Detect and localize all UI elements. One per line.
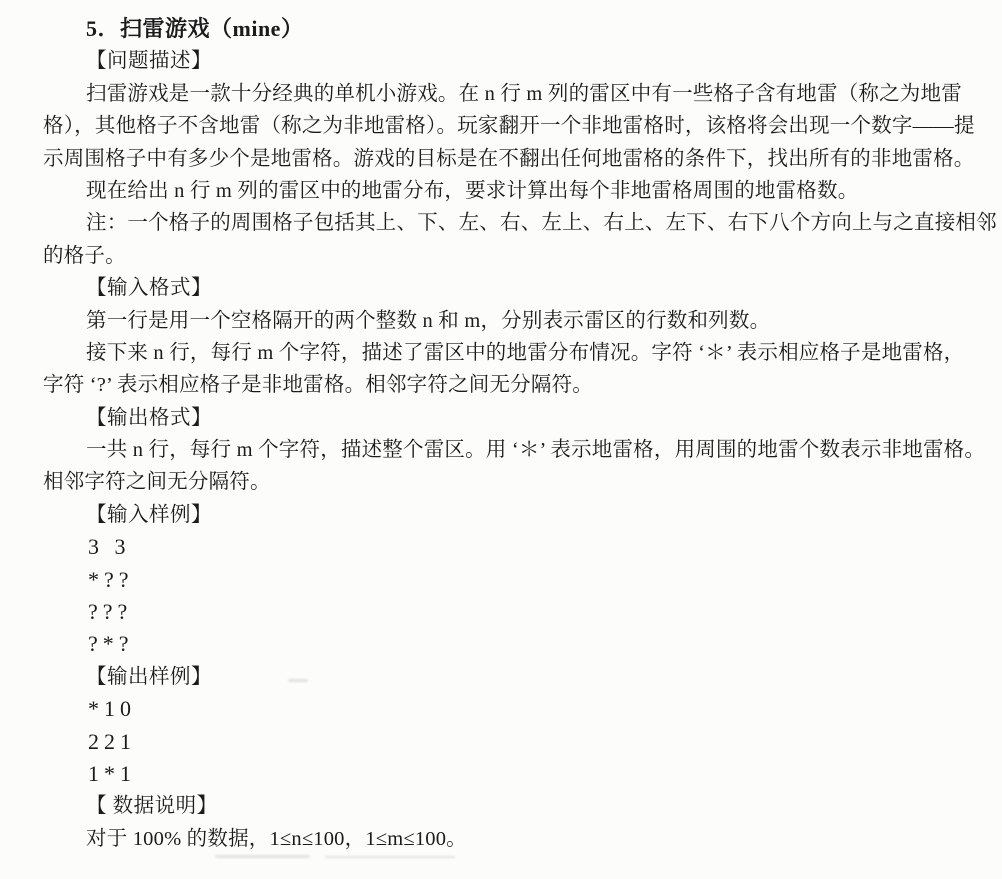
sample-input-line: ??? xyxy=(88,599,133,625)
body-line: 的格子。 xyxy=(43,244,126,267)
section-input-format xyxy=(43,272,985,402)
sample-input-line: ?*? xyxy=(88,631,134,657)
body-line: 相邻字符之间无分隔符。 xyxy=(43,471,271,494)
body-line: 字符 ‘?’ 表示相应格子是非地雷格。相邻字符之间无分隔符。 xyxy=(43,374,593,397)
body-line: 现在给出 n 行 m 列的雷区中的地雷分布，要求计算出每个非地雷格周围的地雷格数。 xyxy=(86,179,859,202)
problem-statement xyxy=(43,13,997,855)
section-problem-description xyxy=(43,45,997,272)
section-data-note xyxy=(43,790,985,855)
section-output-format xyxy=(43,402,985,499)
sample-input-heading: 【输入样例】 xyxy=(86,503,212,526)
sample-output-line: *10 xyxy=(88,696,136,722)
sample-output-heading: 【输出样例】 xyxy=(86,665,212,688)
body-line: 注：一个格子的周围格子包括其上、下、左、右、左上、右上、左下、右下八个方向上与之直接相邻 xyxy=(86,212,997,235)
body-line: 扫雷游戏是一款十分经典的单机小游戏。在 n 行 m 列的雷区中有一些格子含有地雷（称之为地雷 xyxy=(86,82,962,105)
data-note-heading: 【 数据说明】 xyxy=(86,795,218,818)
sample-output-line: 221 xyxy=(88,728,136,754)
body-line: 示周围格子中有多少个是地雷格。游戏的目标是在不翻出任何地雷格的条件下，找出所有的非地雷格。 xyxy=(43,147,975,170)
scan-smudge xyxy=(288,679,308,682)
sample-output-line: 1*1 xyxy=(88,760,136,786)
problem-title: 5．扫雷游戏（mine） xyxy=(86,16,304,41)
scan-smudge xyxy=(215,855,310,858)
problem-description-heading: 【问题描述】 xyxy=(86,50,212,73)
body-line: 格），其他格子不含地雷（称之为非地雷格）。玩家翻开一个非地雷格时，该格将会出现一个数字——提 xyxy=(43,115,975,138)
section-sample-output xyxy=(43,661,985,791)
input-format-heading: 【输入格式】 xyxy=(86,277,212,300)
body-line: 接下来 n 行，每行 m 个字符，描述了雷区中的地雷分布情况。字符 ‘＊’ 表示相应格子是地雷格， xyxy=(86,341,965,364)
body-line: 第一行是用一个空格隔开的两个整数 n 和 m，分别表示雷区的行数和列数。 xyxy=(86,309,771,332)
body-line: 一共 n 行，每行 m 个字符，描述整个雷区。用 ‘＊’ 表示地雷格，用周围的地雷个数表示非地雷格。 xyxy=(86,439,986,462)
output-format-heading: 【输出格式】 xyxy=(86,406,212,429)
sample-input-line: *?? xyxy=(88,566,134,592)
scan-smudge xyxy=(325,856,455,858)
sample-input-line: 3 3 xyxy=(88,534,131,560)
section-sample-input xyxy=(43,499,985,661)
body-line: 对于 100% 的数据，1≤n≤100，1≤m≤100。 xyxy=(86,827,467,850)
